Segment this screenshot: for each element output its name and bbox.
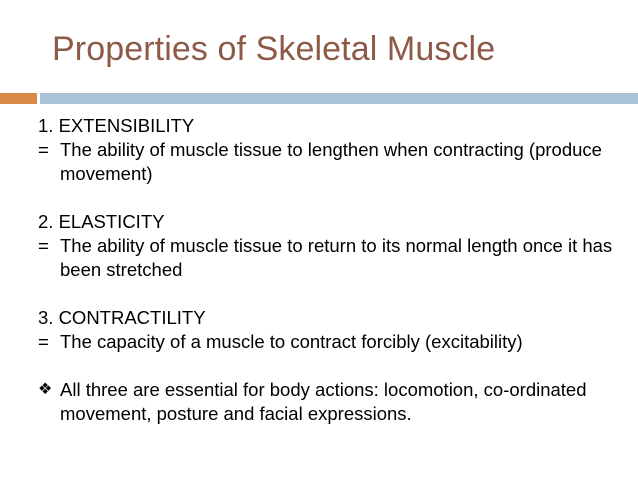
diamond-bullet-icon: ❖: [38, 381, 53, 398]
summary-note: [38, 378, 630, 426]
definition-text: The ability of muscle tissue to return to its normal length once it has been stretched: [60, 235, 613, 280]
definition-text: The ability of muscle tissue to lengthen when contracting (produce movement): [60, 139, 602, 184]
property-heading: 2. ELASTICITY: [38, 211, 165, 232]
property-item: [38, 114, 630, 186]
title-divider-bar: [40, 93, 638, 104]
property-definition: [38, 234, 630, 282]
property-heading: 3. CONTRACTILITY: [38, 307, 206, 328]
property-item: [38, 306, 630, 354]
equals-marker: =: [38, 331, 49, 352]
slide-body: [38, 114, 630, 426]
definition-text: The capacity of a muscle to contract forcibly (excitability): [60, 331, 523, 352]
summary-text: All three are essential for body actions: locomotion, co-ordinated movement, posture and facial expressions.: [60, 379, 587, 424]
equals-marker: =: [38, 235, 49, 256]
equals-marker: =: [38, 139, 49, 160]
title-divider-accent: [0, 93, 37, 104]
property-definition: [38, 138, 630, 186]
slide-title: Properties of Skeletal Muscle: [52, 30, 496, 68]
property-definition: [38, 330, 630, 354]
property-heading: 1. EXTENSIBILITY: [38, 115, 195, 136]
property-item: [38, 210, 630, 282]
